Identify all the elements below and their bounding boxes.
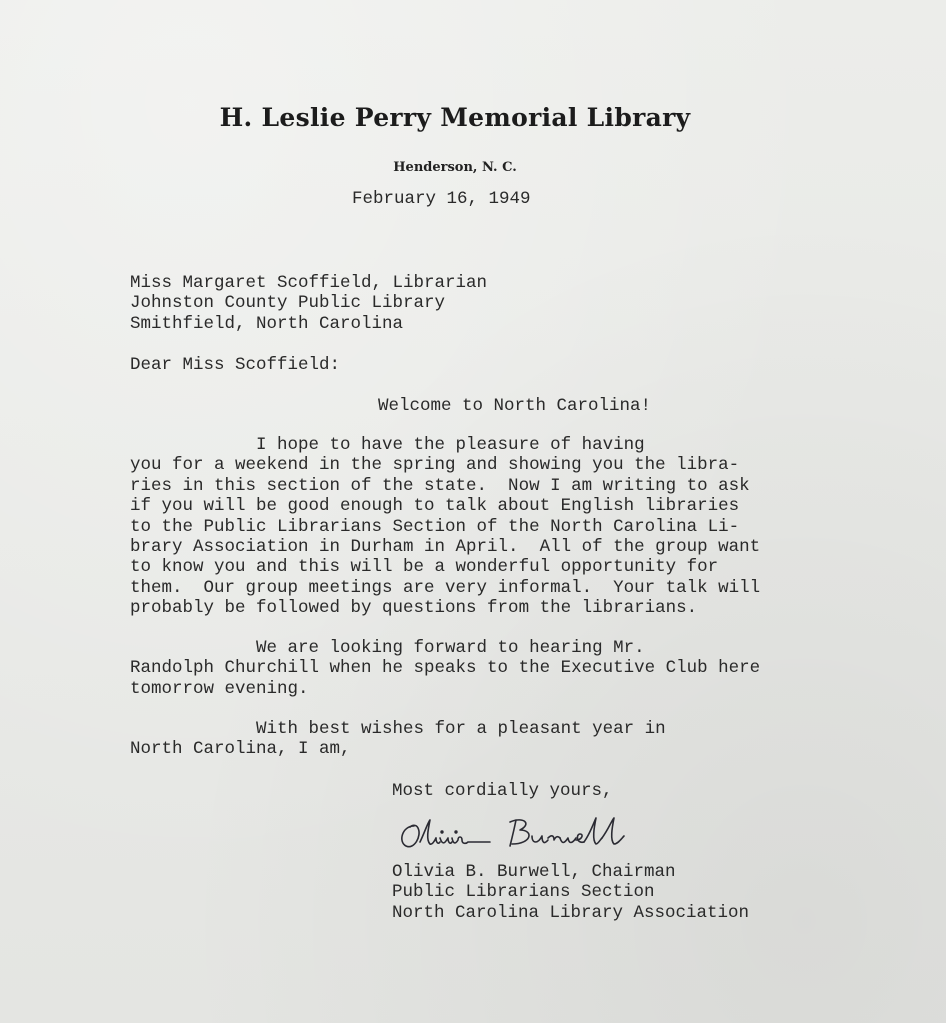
handwritten-signature xyxy=(392,812,662,860)
letter-date: February 16, 1949 xyxy=(352,189,531,209)
body-paragraph-1: I hope to have the pleasure of having you for a weekend in the spring and showing you the libra- ries in this section of the state. Now I am writing to ask if you will be good enough to talk about English libraries to the Public Librarians Section of the North Carolina Li- brary Association in Durham in April. All of the group want to know you and this will be a wonderful opportunity for them. Our group meetings are very informal. Your talk will probably be followed by questions from the librarians. xyxy=(130,435,761,619)
letterhead-library-name: H. Leslie Perry Memorial Library xyxy=(219,103,691,132)
signer-block: Olivia B. Burwell, Chairman Public Librarians Section North Carolina Library Association xyxy=(392,862,750,923)
recipient-address: Miss Margaret Scoffield, Librarian Johnston County Public Library Smithfield, North Carolina xyxy=(130,273,488,334)
body-paragraph-2: We are looking forward to hearing Mr. Randolph Churchill when he speaks to the Executive Club here tomorrow evening. xyxy=(130,638,761,699)
welcome-line: Welcome to North Carolina! xyxy=(378,396,652,416)
letterhead-city: Henderson, N. C. xyxy=(393,160,517,175)
body-paragraph-3: With best wishes for a pleasant year in North Carolina, I am, xyxy=(130,719,666,760)
complimentary-close: Most cordially yours, xyxy=(392,781,613,801)
salutation: Dear Miss Scoffield: xyxy=(130,355,341,375)
